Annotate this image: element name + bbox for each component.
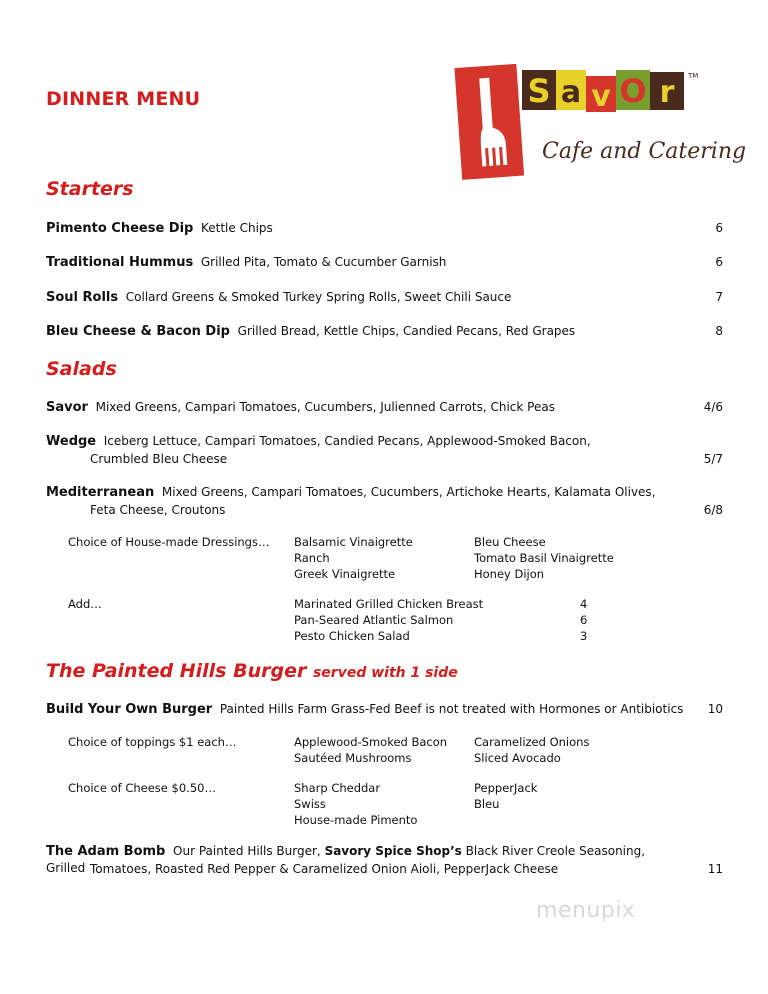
item-name: Bleu Cheese & Bacon Dip [46, 324, 230, 339]
dressings-label: Choice of House-made Dressings… [68, 535, 270, 549]
logo-tagline: Cafe and Catering [542, 139, 747, 164]
add-on-item: Pan-Seared Atlantic Salmon [294, 613, 454, 627]
menu-item [46, 254, 726, 271]
cheese-option: Bleu [474, 797, 500, 811]
cheese-option: Sharp Cheddar [294, 781, 381, 795]
item-description: Collard Greens & Smoked Turkey Spring Rolls, Sweet Chili Sauce [125, 290, 512, 304]
cheese-label: Choice of Cheese $0.50… [68, 781, 216, 795]
item-description: Mixed Greens, Campari Tomatoes, Cucumbers, Julienned Carrots, Chick Peas [95, 400, 555, 414]
item-name: Soul Rolls [46, 290, 119, 305]
item-description-continued: Feta Cheese, Croutons [90, 503, 226, 517]
cheese-option: Swiss [294, 797, 326, 811]
menu-item [46, 289, 726, 306]
item-description: Our Painted Hills Burger, [173, 844, 321, 858]
item-description-continued: Crumbled Bleu Cheese [90, 452, 228, 466]
dressing-option: Greek Vinaigrette [294, 567, 396, 581]
logo-letter-a: a [560, 75, 582, 110]
item-description: Iceberg Lettuce, Campari Tomatoes, Candied Pecans, Applewood-Smoked Bacon, [103, 434, 591, 448]
section-salads-heading: Salads [46, 358, 117, 380]
logo-letter-o: O [619, 72, 647, 110]
savor-logo-graphic [452, 58, 747, 183]
add-on-price: 4 [580, 597, 588, 611]
burger-subheading: served with 1 side [312, 665, 458, 681]
item-name: The Adam Bomb [46, 844, 166, 859]
item-name: Pimento Cheese Dip [46, 221, 194, 236]
item-price: 6/8 [703, 503, 723, 517]
add-on-price: 6 [580, 613, 588, 627]
menupix-watermark: menupix [536, 898, 636, 923]
logo-letter-s: S [527, 72, 551, 110]
item-price: 10 [707, 702, 723, 716]
item-name: Traditional Hummus [46, 255, 194, 270]
item-price: 4/6 [703, 400, 723, 414]
topping-option: Sautéed Mushrooms [294, 751, 412, 765]
menu-item [46, 433, 726, 450]
item-name: Wedge [46, 434, 97, 449]
toppings-label: Choice of toppings $1 each… [68, 735, 237, 749]
logo-letter-v: v [591, 79, 611, 114]
section-starters-heading: Starters [46, 178, 134, 200]
item-description: Grilled Pita, Tomato & Cucumber Garnish [200, 255, 447, 269]
item-description: Grilled Bread, Kettle Chips, Candied Pecans, Red Grapes [237, 324, 576, 338]
topping-option: Caramelized Onions [474, 735, 590, 749]
menu-item [46, 701, 686, 718]
item-price: 5/7 [703, 452, 723, 466]
section-burger-heading [46, 660, 458, 682]
cheese-option: House-made Pimento [294, 813, 418, 827]
item-name: Mediterranean [46, 485, 155, 500]
menu-item [46, 484, 726, 501]
savor-logo [452, 58, 747, 183]
topping-option: Applewood-Smoked Bacon [294, 735, 448, 749]
add-on-item: Marinated Grilled Chicken Breast [294, 597, 484, 611]
item-price: 6 [715, 221, 723, 235]
item-price: 11 [707, 862, 723, 876]
dressing-option: Honey Dijon [474, 567, 545, 581]
menu-item [46, 399, 726, 416]
burger-heading: The Painted Hills Burger [46, 660, 307, 682]
menu-item [46, 323, 726, 340]
dressing-option: Balsamic Vinaigrette [294, 535, 413, 549]
item-price: 7 [715, 290, 723, 304]
cheese-option: PepperJack [474, 781, 538, 795]
item-description: Painted Hills Farm Grass-Fed Beef is not treated with Hormones or Antibiotics [219, 702, 684, 716]
item-price: 8 [715, 324, 723, 338]
menu-title: DINNER MENU [46, 88, 201, 110]
item-description-continued: Tomatoes, Roasted Red Pepper & Caramelized Onion Aioli, PepperJack Cheese [90, 862, 559, 876]
item-price: 6 [715, 255, 723, 269]
item-description: Mixed Greens, Campari Tomatoes, Cucumbers, Artichoke Hearts, Kalamata Olives, [161, 485, 656, 499]
dressing-option: Bleu Cheese [474, 535, 546, 549]
dressing-option: Ranch [294, 551, 330, 565]
dressing-option: Tomato Basil Vinaigrette [474, 551, 614, 565]
menu-item [46, 220, 726, 237]
add-on-item: Pesto Chicken Salad [294, 629, 410, 643]
item-name: Build Your Own Burger [46, 702, 213, 717]
logo-trademark: TM [688, 72, 699, 80]
topping-option: Sliced Avocado [474, 751, 561, 765]
add-label: Add… [68, 597, 102, 611]
item-name: Savor [46, 400, 88, 415]
item-description: Kettle Chips [200, 221, 273, 235]
add-on-price: 3 [580, 629, 588, 643]
item-description: Black River Creole Seasoning, Grilled [46, 844, 646, 875]
logo-letter-r: r [659, 75, 675, 110]
item-description-brand: Savory Spice Shop’s [324, 844, 462, 858]
